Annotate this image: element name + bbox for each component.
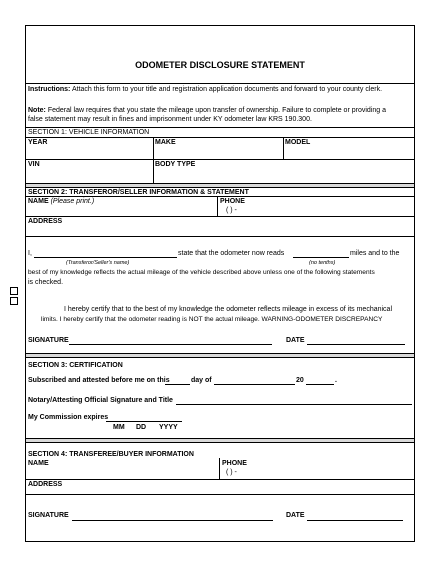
seller-name-text: NAME bbox=[28, 198, 49, 205]
page-title: ODOMETER DISCLOSURE STATEMENT bbox=[135, 60, 305, 70]
subscribed-text: Subscribed and attested before me on this bbox=[28, 377, 170, 384]
note-line1: Federal law requires that you state the mileage upon transfer of ownership. Failure to complete or providing a bbox=[45, 107, 386, 114]
buyer-name-label: NAME bbox=[28, 460, 49, 467]
statement-end: miles and to the bbox=[350, 250, 400, 257]
buyer-name-field[interactable] bbox=[26, 459, 219, 479]
odometer-form bbox=[25, 25, 415, 542]
section-separator bbox=[26, 183, 414, 188]
seller-address-field[interactable] bbox=[26, 217, 414, 236]
section3-heading: SECTION 3: CERTIFICATION bbox=[28, 362, 123, 369]
year-field[interactable] bbox=[26, 138, 153, 159]
instructions-label: Instructions: bbox=[28, 86, 71, 93]
divider bbox=[26, 83, 414, 84]
model-field[interactable] bbox=[284, 138, 414, 159]
buyer-phone-format: ( ) - bbox=[226, 469, 237, 476]
checkbox-not-actual-mileage[interactable] bbox=[10, 297, 18, 305]
buyer-date-label: DATE bbox=[286, 512, 305, 519]
commission-label: My Commission expires bbox=[28, 414, 109, 421]
divider bbox=[26, 494, 414, 495]
seller-name-blank[interactable] bbox=[34, 257, 177, 258]
note-label: Note: bbox=[28, 107, 46, 114]
buyer-signature-line[interactable] bbox=[72, 520, 273, 521]
section4-heading: SECTION 4: TRANSFEREE/BUYER INFORMATION bbox=[28, 451, 194, 458]
section-separator bbox=[26, 353, 414, 358]
statement-mid: state that the odometer now reads bbox=[178, 250, 285, 257]
vin-label: VIN bbox=[28, 161, 40, 168]
odometer-reading-blank[interactable] bbox=[293, 257, 349, 258]
statement-line2: best of my knowledge reflects the actual mileage of the vehicle described above unless one of the following statements bbox=[28, 269, 375, 276]
year-blank[interactable] bbox=[306, 384, 334, 385]
seller-date-line[interactable] bbox=[307, 344, 405, 345]
model-label: MODEL bbox=[285, 139, 311, 146]
day-of-text: day of bbox=[191, 377, 212, 384]
notary-signature-line[interactable] bbox=[176, 404, 412, 405]
certify-line2: limits. I hereby certify that the odometer reading is NOT the actual mileage. WARNING-ODOMETER DISCREPANCY bbox=[41, 316, 383, 323]
buyer-date-line[interactable] bbox=[307, 520, 403, 521]
year-prefix: 20 bbox=[296, 377, 304, 384]
buyer-address-field[interactable] bbox=[26, 480, 414, 494]
body-type-label: BODY TYPE bbox=[155, 161, 196, 168]
seller-phone-label: PHONE bbox=[220, 198, 245, 205]
note-line2: false statement may result in fines and imprisonment under KY odometer law KRS 190.300. bbox=[28, 116, 312, 123]
section-separator bbox=[26, 438, 414, 443]
section2-heading: SECTION 2: TRANSFEROR/SELLER INFORMATION & STATEMENT bbox=[28, 189, 249, 196]
notary-label: Notary/Attesting Official Signature and Title bbox=[28, 397, 173, 404]
year-suffix: . bbox=[335, 377, 337, 384]
make-field[interactable] bbox=[154, 138, 283, 159]
seller-signature-label: SIGNATURE bbox=[28, 337, 69, 344]
buyer-phone-field[interactable] bbox=[220, 459, 414, 479]
seller-phone-field[interactable] bbox=[218, 197, 414, 216]
seller-signature-line[interactable] bbox=[69, 344, 272, 345]
dd-label: DD bbox=[136, 424, 147, 431]
day-blank[interactable] bbox=[165, 384, 190, 385]
seller-name-hint: (Please print.) bbox=[50, 198, 95, 205]
year-label: YEAR bbox=[28, 139, 48, 146]
seller-address-label: ADDRESS bbox=[28, 218, 63, 225]
yyyy-label: YYYY bbox=[159, 424, 178, 431]
statement-line3: is checked. bbox=[28, 279, 64, 286]
transferor-name-hint: (Transferor/Seller's name) bbox=[66, 260, 130, 266]
instructions-text bbox=[28, 86, 382, 94]
note-text bbox=[28, 107, 386, 115]
seller-name-field[interactable] bbox=[26, 197, 217, 216]
checkbox-excess-mechanical-limits[interactable] bbox=[10, 287, 18, 295]
divider bbox=[26, 127, 414, 128]
buyer-address-label: ADDRESS bbox=[28, 481, 63, 488]
vin-field[interactable] bbox=[26, 160, 153, 183]
commission-expires-line[interactable] bbox=[106, 421, 182, 422]
body-type-field[interactable] bbox=[154, 160, 414, 183]
instructions-body: Attach this form to your title and registration application documents and forward to your county clerk. bbox=[70, 86, 383, 93]
statement-i: I, bbox=[28, 250, 32, 257]
mm-label: MM bbox=[113, 424, 125, 431]
make-label: MAKE bbox=[155, 139, 176, 146]
buyer-phone-label: PHONE bbox=[222, 460, 247, 467]
certify-line1: I hereby certify that to the best of my knowledge the odometer reflects mileage in excess of its mechanical bbox=[64, 306, 392, 313]
divider bbox=[26, 236, 414, 237]
no-tenths-hint: (no tenths) bbox=[309, 260, 336, 266]
seller-date-label: DATE bbox=[286, 337, 305, 344]
buyer-signature-label: SIGNATURE bbox=[28, 512, 69, 519]
month-blank[interactable] bbox=[214, 384, 295, 385]
section1-heading: SECTION 1: VEHICLE INFORMATION bbox=[28, 129, 150, 136]
seller-phone-format: ( ) - bbox=[226, 207, 237, 214]
